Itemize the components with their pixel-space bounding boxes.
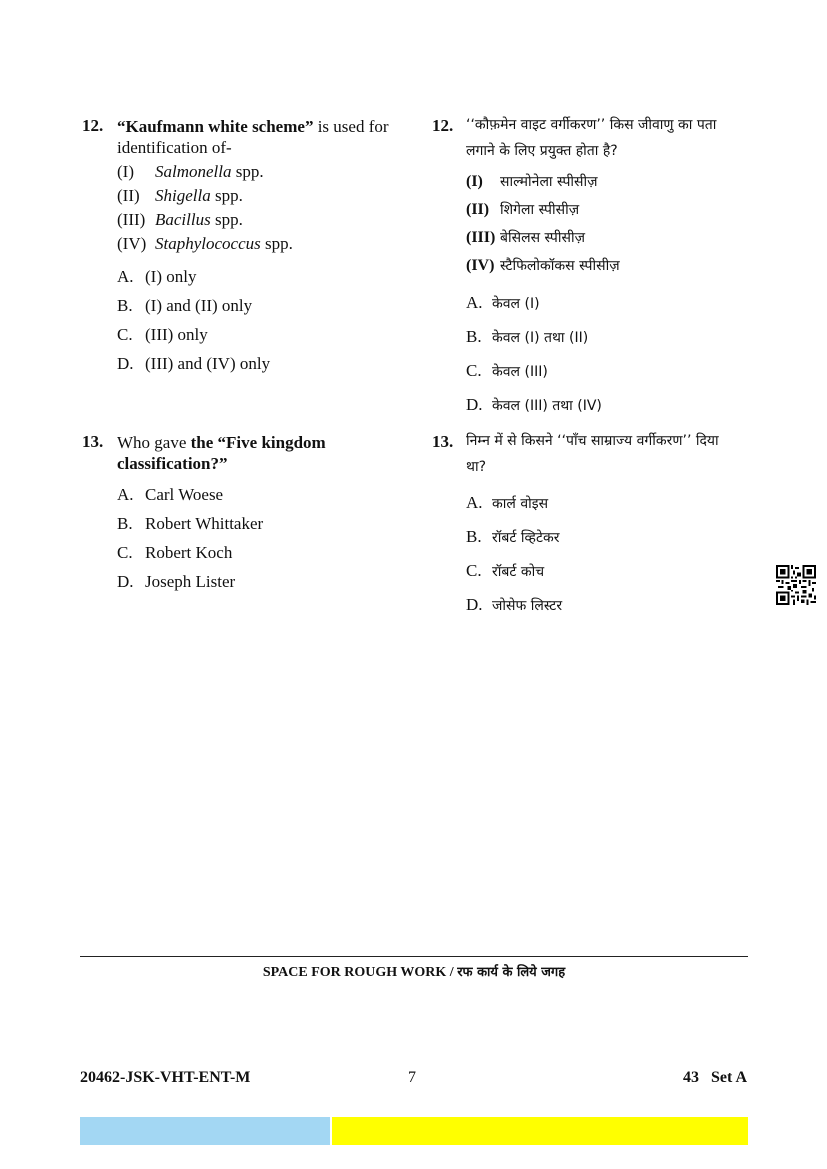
question-title-bold: the “Five kingdom [190, 433, 326, 452]
statement-item: (II) शिगेला स्पीसीज़ [466, 201, 580, 218]
option-a: A. केवल (I) [466, 293, 540, 312]
statement-list [466, 168, 752, 280]
question-13-english [82, 432, 412, 596]
option-b: B. Robert Whittaker [117, 514, 264, 533]
question-13-hindi [432, 428, 752, 622]
statement-item: (I) साल्मोनेला स्पीसीज़ [466, 173, 598, 190]
question-title-line2: था? [466, 459, 487, 475]
option-a: A. कार्ल वोइस [466, 493, 549, 512]
statement-item: (IV) स्टैफिलोकॉकस स्पीसीज़ [466, 257, 620, 274]
options-list [117, 480, 412, 596]
question-12-hindi [432, 112, 752, 422]
option-d: D. जोसेफ लिस्टर [466, 595, 563, 614]
statement-item: (III) बेसिलस स्पीसीज़ [466, 229, 585, 246]
options-list [466, 286, 752, 422]
rough-work-label: SPACE FOR ROUGH WORK / रफ कार्य के लिये जगह [262, 965, 566, 980]
option-a: A. (I) only [117, 267, 197, 286]
page-number: 7 [408, 1069, 416, 1086]
question-number: 13. [82, 432, 104, 451]
option-c: C. (III) only [117, 325, 208, 344]
option-a: A. Carl Woese [117, 485, 224, 504]
question-12-english [82, 116, 412, 378]
question-title-line1: निम्न में से किसने ‘‘पाँच साम्राज्य वर्गीकरण’’ दिया [466, 433, 719, 449]
option-b: B. रॉबर्ट व्हिटेकर [466, 527, 560, 546]
option-d: D. (III) and (IV) only [117, 354, 271, 373]
statement-item: (IV) Staphylococcus spp. [117, 234, 293, 253]
statement-item: (I) Salmonella spp. [117, 162, 264, 181]
statement-item: (III) Bacillus spp. [117, 210, 243, 229]
question-title-bold: “Kaufmann white scheme” [117, 117, 314, 136]
rough-work-divider [80, 956, 748, 957]
question-title-plain: Who gave [117, 433, 191, 452]
option-c: C. केवल (III) [466, 361, 548, 380]
question-title-line2: classification?” [117, 454, 228, 473]
option-c: C. रॉबर्ट कोच [466, 561, 545, 580]
set-label: 43 Set A [683, 1069, 747, 1086]
question-number: 13. [432, 432, 454, 451]
qr-code-icon [776, 565, 816, 605]
option-d: D. केवल (III) तथा (IV) [466, 395, 602, 414]
question-title-line2: लगाने के लिए प्रयुक्त होता है? [466, 143, 618, 159]
question-number: 12. [82, 116, 104, 135]
question-number: 12. [432, 116, 454, 135]
question-text [117, 116, 412, 158]
paper-code: 20462-JSK-VHT-ENT-M [80, 1069, 251, 1086]
question-text [466, 428, 752, 480]
statement-list [117, 160, 412, 256]
option-c: C. Robert Koch [117, 543, 233, 562]
option-d: D. Joseph Lister [117, 572, 236, 591]
question-title-rest: is used for [313, 117, 389, 136]
question-text [466, 112, 752, 164]
options-list [466, 486, 752, 622]
options-list [117, 262, 412, 378]
option-b: B. (I) and (II) only [117, 296, 253, 315]
question-text [117, 432, 412, 474]
statement-item: (II) Shigella spp. [117, 186, 243, 205]
color-band-yellow [332, 1117, 748, 1145]
option-b: B. केवल (I) तथा (II) [466, 327, 589, 346]
color-band-blue [80, 1117, 330, 1145]
question-title-line2: identification of- [117, 138, 232, 157]
question-title-line1: ‘‘कौफ़मेन वाइट वर्गीकरण’’ किस जीवाणु का पता [466, 117, 717, 133]
